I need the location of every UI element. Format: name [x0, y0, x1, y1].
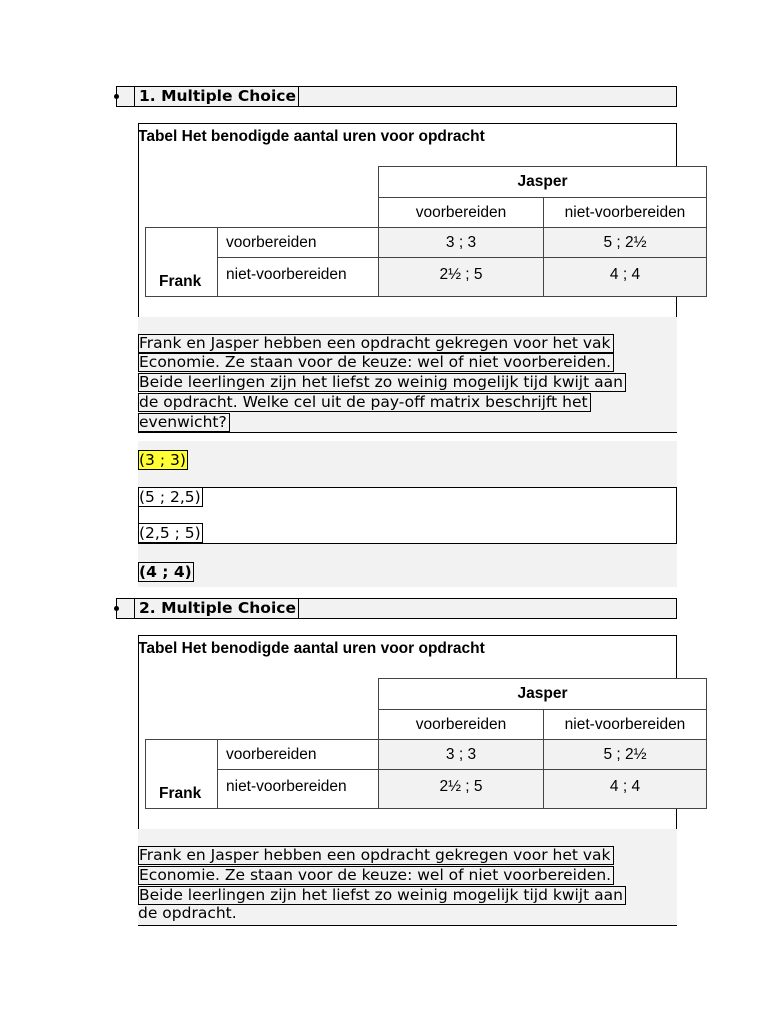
question-text-line: evenwicht?	[138, 413, 230, 432]
row-option-label: niet-voorbereiden	[217, 257, 379, 297]
answer-options-box	[138, 487, 677, 544]
col-option-header: voorbereiden	[378, 709, 544, 740]
col-option-header: niet-voorbereiden	[543, 709, 707, 740]
question-text-line: de opdracht.	[138, 904, 237, 922]
table-title: Tabel Het benodigde aantal uren voor opdracht	[138, 128, 485, 145]
question-2-heading: 2. Multiple Choice	[134, 598, 299, 619]
question-text-line: Economie. Ze staan voor de keuze: wel of niet voorbereiden.	[138, 866, 614, 885]
row-player-header: Frank	[145, 739, 218, 809]
answer-option[interactable]: (4 ; 4)	[139, 563, 192, 581]
payoff-cell: 5 ; 2½	[543, 739, 707, 770]
col-player-header: Jasper	[378, 678, 707, 710]
separator-band	[138, 317, 677, 333]
payoff-cell: 3 ; 3	[378, 739, 544, 770]
answer-option[interactable]: (5 ; 2,5)	[139, 488, 201, 506]
row-option-label: voorbereiden	[217, 227, 379, 258]
payoff-cell: 4 ; 4	[543, 257, 707, 297]
row-player-header: Frank	[145, 227, 218, 297]
col-player-header: Jasper	[378, 166, 707, 198]
question-text-line: Beide leerlingen zijn het liefst zo weinig mogelijk tijd kwijt aan	[138, 373, 626, 392]
question-text-line: Economie. Ze staan voor de keuze: wel of niet voorbereiden.	[138, 353, 614, 372]
question-text-line: Beide leerlingen zijn het liefst zo weinig mogelijk tijd kwijt aan	[138, 886, 626, 905]
bullet-icon	[114, 606, 119, 611]
table-title: Tabel Het benodigde aantal uren voor opdracht	[138, 640, 485, 657]
question-text-line: Frank en Jasper hebben een opdracht gekregen voor het vak	[138, 334, 614, 353]
payoff-cell: 3 ; 3	[378, 227, 544, 258]
row-option-label: voorbereiden	[217, 739, 379, 770]
question-1-heading: 1. Multiple Choice	[134, 86, 299, 107]
answer-option-selected[interactable]: (3 ; 3)	[139, 451, 186, 469]
payoff-cell: 2½ ; 5	[378, 769, 544, 809]
bullet-icon	[114, 94, 119, 99]
question-text-line: Frank en Jasper hebben een opdracht gekregen voor het vak	[138, 846, 614, 865]
col-option-header: niet-voorbereiden	[543, 197, 707, 228]
question-text-line: de opdracht. Welke cel uit de pay-off matrix beschrijft het	[138, 393, 591, 412]
payoff-cell: 4 ; 4	[543, 769, 707, 809]
separator-band	[138, 829, 677, 845]
payoff-cell: 5 ; 2½	[543, 227, 707, 258]
row-option-label: niet-voorbereiden	[217, 769, 379, 809]
payoff-cell: 2½ ; 5	[378, 257, 544, 297]
answer-option[interactable]: (2,5 ; 5)	[139, 524, 201, 542]
col-option-header: voorbereiden	[378, 197, 544, 228]
